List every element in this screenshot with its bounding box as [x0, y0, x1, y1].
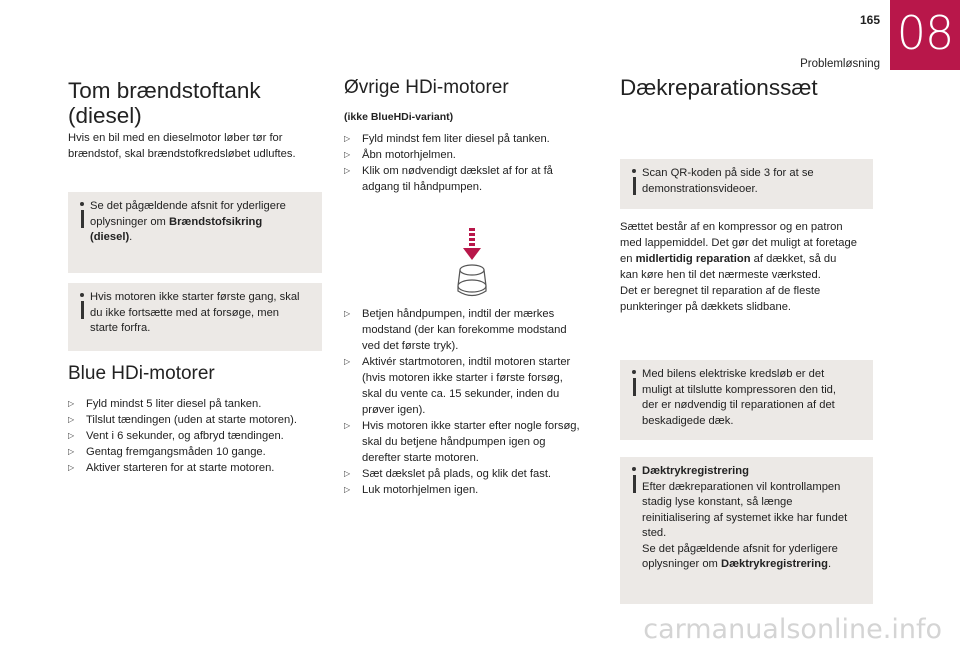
info-text — [642, 166, 865, 197]
bold-term: (diesel) — [90, 231, 130, 243]
text-line: Det er beregnet til reparation af de fleste — [620, 285, 821, 297]
info-text — [642, 464, 865, 573]
text-line: Sæt dækslet på plads, og klik det fast. — [362, 468, 552, 480]
info-box-qr-code — [620, 159, 873, 209]
heading-other-hdi: Øvrige HDi-motorer — [344, 77, 509, 98]
info-box-compressor — [620, 360, 873, 440]
text-line: du ikke fortsætte med at forsøge, men — [90, 306, 280, 319]
text-line: stadig lyse konstant, så længe — [642, 496, 793, 508]
text-line: prøver igen). — [362, 404, 426, 416]
list-item — [344, 147, 606, 163]
info-heading: Dæktrykregistrering — [642, 465, 749, 477]
info-icon — [630, 370, 638, 394]
heading-blue-hdi: Blue HDi-motorer — [68, 363, 215, 384]
text-line: oplysninger om — [642, 558, 721, 570]
text-line: Betjen håndpumpen, indtil der mærkes — [362, 308, 555, 320]
list-item — [344, 163, 606, 195]
info-icon — [630, 169, 638, 193]
list-item — [344, 354, 606, 418]
text-line: en — [620, 253, 636, 265]
list-item — [344, 482, 606, 498]
text-line: starte forfra. — [90, 322, 151, 334]
kit-description — [620, 219, 882, 315]
text-line: brændstof, skal brændstofkredsløbet udluftes. — [68, 148, 296, 160]
list-item: ▷ Vent i 6 sekunder, og afbryd tændingen. — [68, 428, 328, 444]
info-box-fuel-safety — [68, 192, 322, 273]
text-line: af dækket, så du — [750, 253, 837, 265]
text-line: Efter dækreparationen vil kontrollampen — [642, 480, 841, 493]
steps-other-hdi-b — [344, 306, 606, 498]
heading-empty-tank — [68, 78, 328, 128]
text-line: med lappemiddel. Det gør det muligt at foretage — [620, 237, 857, 249]
text-line: adgang til håndpumpen. — [362, 181, 483, 193]
list-item — [344, 131, 606, 147]
text-line: muligt at tilslutte kompressoren den tid, — [642, 383, 837, 396]
hand-pump-icon — [452, 226, 492, 298]
info-icon — [78, 293, 86, 317]
list-item: ▷ Aktiver starteren for at starte motoren. — [68, 460, 328, 476]
section-title: Problemløsning — [800, 58, 880, 70]
text-line: sted. — [642, 527, 667, 539]
text-line: skal du betjene håndpumpen igen og — [362, 436, 546, 448]
text-line: modstand (der kan forekomme modstand — [362, 324, 567, 336]
text-line: Hvis motoren ikke starter efter nogle forsøg, — [362, 420, 580, 432]
chapter-tab: 08 — [890, 0, 960, 70]
text-line: Hvis motoren ikke starter første gang, skal — [90, 291, 300, 303]
info-text — [90, 199, 314, 246]
info-text — [642, 367, 865, 429]
heading-line: (diesel) — [68, 103, 142, 128]
text-line: skal du vente ca. 15 sekunder, inden du — [362, 388, 560, 400]
watermark: carmanualsonline.info — [643, 614, 942, 645]
text-line: (hvis motoren ikke starter i første forsøg, — [362, 372, 563, 384]
text-line: . — [827, 558, 832, 570]
heading-tyre-repair-kit: Dækreparationssæt — [620, 75, 818, 100]
text-line: Scan QR-koden på side 3 for at se — [642, 167, 814, 179]
steps-other-hdi-a — [344, 131, 606, 195]
list-item: ▷ Fyld mindst 5 liter diesel på tanken. — [68, 396, 328, 412]
info-text — [90, 290, 314, 337]
text-line: . — [129, 231, 133, 243]
text-line: Se det pågældende afsnit for yderligere — [642, 542, 838, 555]
text-line: oplysninger om — [90, 215, 169, 228]
list-item — [344, 418, 606, 466]
text-line: beskadigede dæk. — [642, 414, 734, 427]
text-line: derefter starte motoren. — [362, 452, 479, 464]
bold-term: Brændstofsikring — [168, 215, 263, 228]
text-line: Hvis en bil med en dieselmotor løber tør for — [68, 132, 283, 144]
text-line: der er nødvendig til reparationen af det — [642, 399, 835, 411]
bold-term: Dæktrykregistrering — [720, 558, 828, 570]
text-line: reinitialisering af systemet ikke har fundet — [642, 511, 848, 524]
text-line: Åbn motorhjelmen. — [362, 149, 456, 161]
text-line: demonstrationsvideoer. — [642, 182, 758, 195]
info-box-restart — [68, 283, 322, 351]
info-icon — [78, 202, 86, 226]
list-item — [344, 466, 606, 482]
list-item — [344, 306, 606, 354]
info-icon — [630, 467, 638, 491]
text-line: Luk motorhjelmen igen. — [362, 484, 479, 496]
text-line: Se det pågældende afsnit for yderligere — [90, 200, 286, 212]
text-line: punkteringer på dækkets slidbane. — [620, 301, 792, 313]
text-line: Aktivér startmotoren, indtil motoren starter — [362, 356, 571, 368]
info-box-tyre-pressure — [620, 457, 873, 604]
text-line: Med bilens elektriske kredsløb er det — [642, 368, 825, 380]
text-line: ved det første tryk). — [362, 340, 459, 352]
page-number: 165 — [859, 13, 880, 27]
text-line: Klik om nødvendigt dækslet af for at få — [362, 165, 553, 177]
text-line: kan køre hen til det nærmeste værksted. — [620, 269, 821, 281]
list-item: ▷ Gentag fremgangsmåden 10 gange. — [68, 444, 328, 460]
intro-text — [68, 130, 328, 162]
text-line: Sættet består af en kompressor og en patron — [620, 221, 843, 233]
bold-term: midlertidig reparation — [635, 253, 751, 265]
subtitle-variant: (ikke BlueHDi-variant) — [344, 111, 454, 123]
list-item: ▷ Tilslut tændingen (uden at starte motoren). — [68, 412, 328, 428]
steps-blue-hdi — [68, 396, 328, 476]
text-line: Fyld mindst fem liter diesel på tanken. — [362, 133, 550, 145]
heading-line: Tom brændstoftank — [68, 78, 261, 103]
